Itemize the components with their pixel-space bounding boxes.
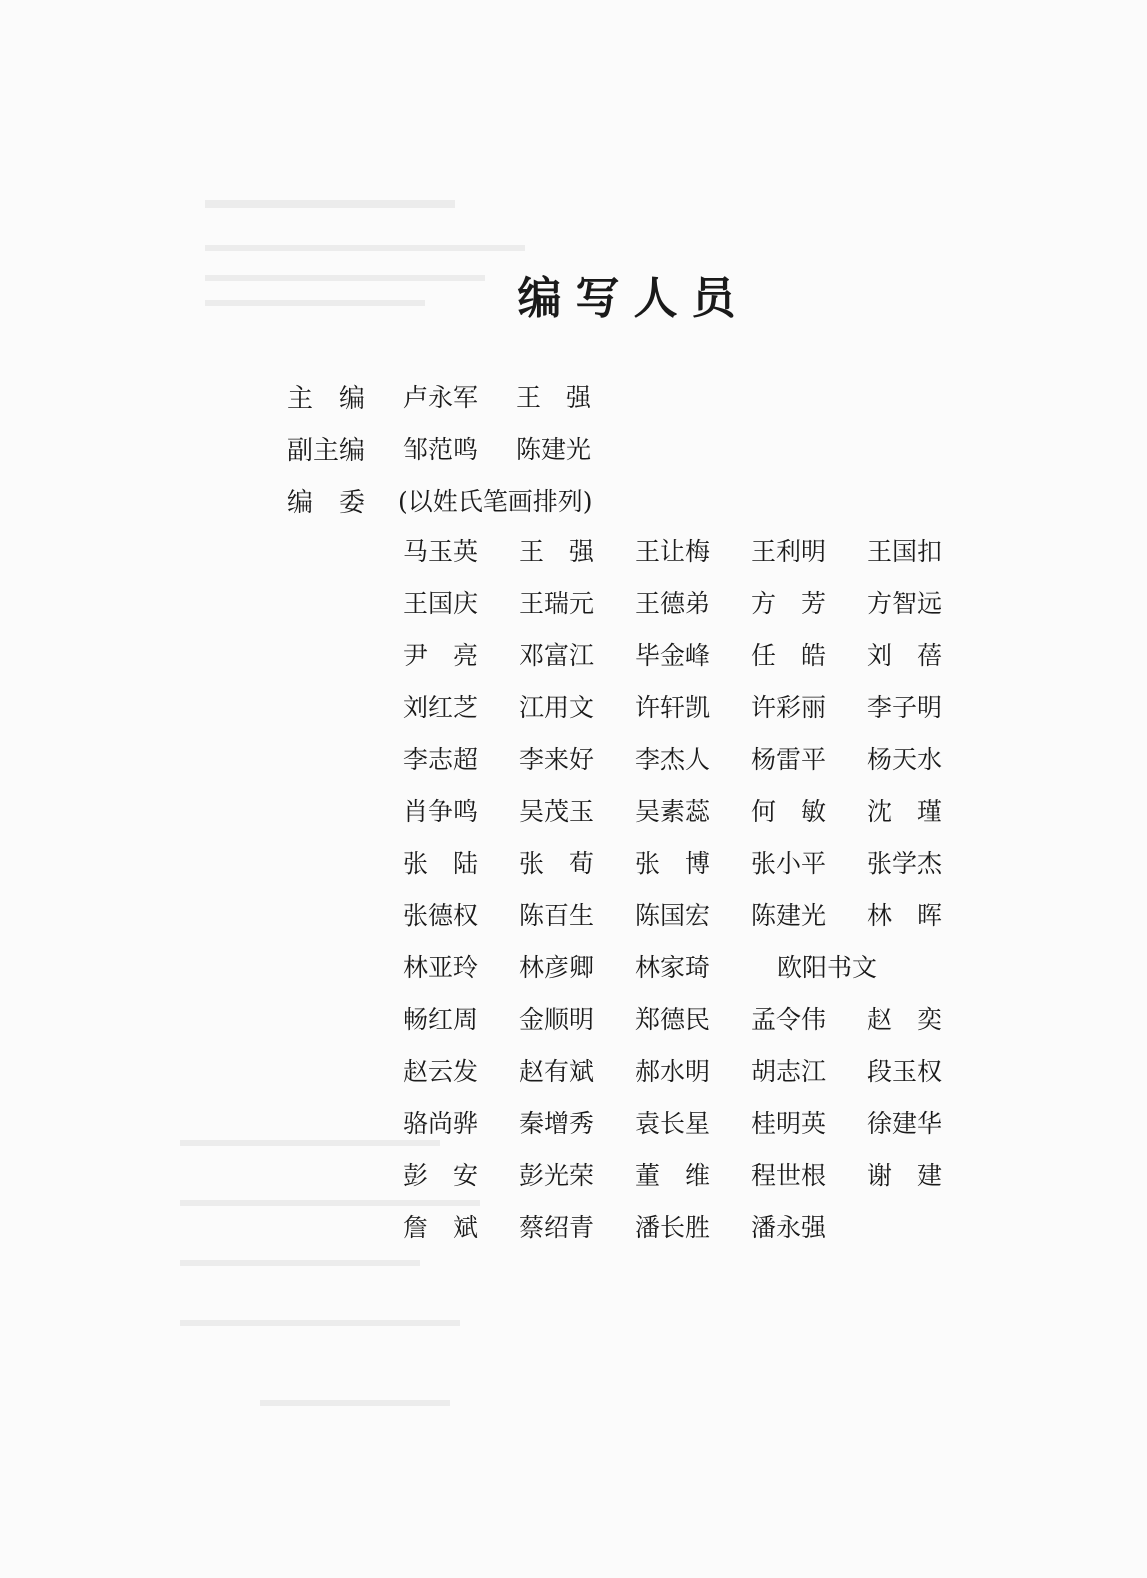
committee-member-name: 王利明 [751,537,827,566]
bleed-through-block [180,1320,460,1326]
committee-row [403,584,983,636]
committee-member-name: 徐建华 [867,1109,943,1138]
committee-member-name: 程世根 [751,1161,827,1190]
committee-member-name: 潘长胜 [635,1213,711,1242]
bleed-through-block [180,1260,420,1266]
chief-editor-label: 主 编 [287,384,366,414]
deputy-chief-editor-name: 邹范鸣 [403,435,479,464]
committee-member-name: 彭光荣 [519,1161,595,1190]
committee-member-name: 王瑞元 [519,589,595,618]
committee-member-name: 刘 蓓 [867,641,943,670]
committee-member-name: 赵云发 [403,1057,479,1086]
committee-member-name: 张 陆 [403,849,479,878]
committee-member-name: 蔡绍青 [519,1213,595,1242]
committee-member-name: 王国扣 [867,537,943,566]
committee-row [403,948,983,1000]
committee-member-name: 王国庆 [403,589,479,618]
committee-member-name: 张 博 [635,849,711,878]
committee-member-name: 方 芳 [751,589,827,618]
committee-member-name: 陈百生 [519,901,595,930]
committee-member-name: 江用文 [519,693,595,722]
committee-member-name: 张学杰 [867,849,943,878]
chief-editor-name: 王 强 [515,383,591,412]
committee-member-name: 潘永强 [751,1213,827,1242]
committee-member-name: 陈国宏 [635,901,711,930]
committee-member-name: 刘红芝 [403,693,479,722]
committee-member-name: 张德权 [403,901,479,930]
committee-row [403,532,983,584]
committee-member-name: 董 维 [635,1161,711,1190]
bleed-through-block [205,200,455,208]
committee-row [403,1104,983,1156]
committee-row [403,688,983,740]
committee-row [403,740,983,792]
page-title: 编写人员 [517,273,750,324]
committee-member-name: 王 强 [519,537,595,566]
committee-member-name: 任 皓 [751,641,827,670]
committee-row [403,1000,983,1052]
committee-member-name: 毕金峰 [635,641,711,670]
committee-row [403,792,983,844]
deputy-chief-editor-name: 陈建光 [515,435,591,464]
committee-member-name: 陈建光 [751,901,827,930]
committee-member-name: 郑德民 [635,1005,711,1034]
committee-member-name: 方智远 [867,589,943,618]
committee-member-name: 张 荀 [519,849,595,878]
committee-member-name: 吴茂玉 [519,797,595,826]
committee-member-name: 李来好 [519,745,595,774]
committee-member-name: 杨雷平 [751,745,827,774]
committee-member-name: 吴素蕊 [635,797,711,826]
committee-member-name: 林亚玲 [403,953,479,982]
committee-member-name: 桂明英 [751,1109,827,1138]
committee-member-name: 袁长星 [635,1109,711,1138]
chief-editor-name: 卢永军 [403,383,479,412]
committee-member-name: 秦增秀 [519,1109,595,1138]
bleed-through-block [180,1140,440,1146]
committee-row [403,1052,983,1104]
committee-member-name: 杨天水 [867,745,943,774]
committee-member-name: 沈 瑾 [867,797,943,826]
committee-row [403,1208,983,1260]
committee-member-name: 肖争鸣 [403,797,479,826]
committee-member-name: 李志超 [403,745,479,774]
committee-member-name: 林家琦 [635,953,711,982]
committee-member-name: 邓富江 [519,641,595,670]
deputy-chief-editor-names [403,430,621,466]
committee-label: 编 委 [287,488,366,518]
committee-member-name: 何 敏 [751,797,827,826]
chief-editor-names [403,378,621,414]
committee-member-name: 赵 奕 [867,1005,943,1034]
committee-member-name: 尹 亮 [403,641,479,670]
committee-member-name: 林 晖 [867,901,943,930]
committee-row [403,636,983,688]
committee-row [403,1156,983,1208]
committee-member-name: 彭 安 [403,1161,479,1190]
committee-member-grid [403,532,983,1260]
committee-member-name: 段玉权 [867,1057,943,1086]
bleed-through-block [260,1400,450,1406]
committee-member-name: 詹 斌 [403,1213,479,1242]
bleed-through-block [205,245,525,251]
committee-member-name: 骆尚骅 [403,1109,479,1138]
committee-member-name: 许轩凯 [635,693,711,722]
committee-member-name: 王德弟 [635,589,711,618]
committee-member-name: 李杰人 [635,745,711,774]
deputy-chief-editor-label: 副主编 [287,436,366,466]
committee-member-name: 胡志江 [751,1057,827,1086]
committee-member-name: 王让梅 [635,537,711,566]
committee-member-name: 欧阳书文 [777,953,878,982]
committee-member-name: 赵有斌 [519,1057,595,1086]
committee-member-name: 孟令伟 [751,1005,827,1034]
committee-member-name: 金顺明 [519,1005,595,1034]
committee-member-name: 林彦卿 [519,953,595,982]
committee-row [403,896,983,948]
committee-row [403,844,983,896]
committee-member-name: 马玉英 [403,537,479,566]
committee-member-name: 畅红周 [403,1005,479,1034]
committee-member-name: 许彩丽 [751,693,827,722]
committee-member-name: 李子明 [867,693,943,722]
committee-member-name: 郝水明 [635,1057,711,1086]
committee-note: (以姓氏笔画排列) [398,487,593,516]
committee-member-name: 谢 建 [867,1161,943,1190]
committee-member-name: 张小平 [751,849,827,878]
